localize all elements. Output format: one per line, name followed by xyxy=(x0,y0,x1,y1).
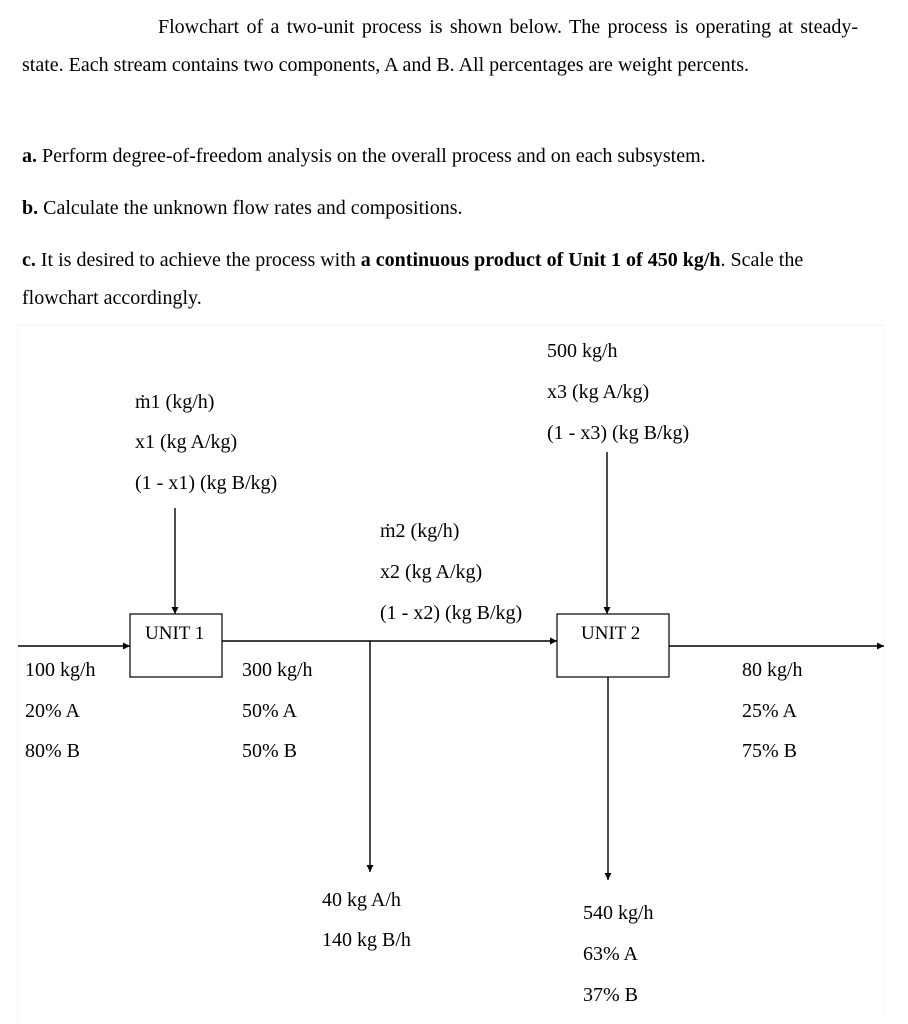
m2-flow: ṁ2 (kg/h) xyxy=(380,520,460,542)
m2-x: x2 (kg A/kg) xyxy=(380,561,483,583)
part-a-label: a. xyxy=(22,145,37,167)
feed-b: 80% B xyxy=(25,740,80,762)
m2-one-minus-x: (1 - x2) (kg B/kg) xyxy=(380,602,523,624)
unit1-label: UNIT 1 xyxy=(145,623,205,644)
part-b-text: Calculate the unknown flow rates and compositions. xyxy=(43,197,463,219)
m1-x: x1 (kg A/kg) xyxy=(135,431,238,453)
part-c-text-bold: a continuous product of Unit 1 of 450 kg/h xyxy=(360,249,721,271)
part-c-text-after: . Scale the flowchart accordingly. xyxy=(22,249,804,309)
top-feed-one-minus-x: (1 - x3) (kg B/kg) xyxy=(547,422,690,444)
top-feed-x: x3 (kg A/kg) xyxy=(547,381,650,403)
unit1-product-a: 50% A xyxy=(242,700,297,722)
top-feed-flow: 500 kg/h xyxy=(547,340,618,362)
part-a-text: Perform degree-of-freedom analysis on the overall process and on each subsystem. xyxy=(42,145,706,167)
feed-a: 20% A xyxy=(25,700,80,722)
unit2-bottom-a: 63% A xyxy=(583,943,638,965)
part-b-label: b. xyxy=(22,197,39,219)
unit1-product-b: 50% B xyxy=(242,740,297,762)
split-b: 140 kg B/h xyxy=(322,929,411,951)
split-a: 40 kg A/h xyxy=(322,889,401,911)
product-out-a: 25% A xyxy=(742,700,797,722)
unit1-product-flow: 300 kg/h xyxy=(242,659,313,681)
problem-intro: Flowchart of a two-unit process is shown below. The process is operating at steady-state. Each stream contains two components, A and B. All percentages are weight percents. xyxy=(22,16,858,76)
part-c-label: c. xyxy=(22,249,36,271)
product-out-b: 75% B xyxy=(742,740,797,762)
unit2-label: UNIT 2 xyxy=(581,623,641,644)
feed-flow: 100 kg/h xyxy=(25,659,96,681)
part-c-text-before: It is desired to achieve the process with xyxy=(40,249,356,271)
unit2-bottom-b: 37% B xyxy=(583,984,638,1006)
m1-one-minus-x: (1 - x1) (kg B/kg) xyxy=(135,472,278,494)
unit2-bottom-flow: 540 kg/h xyxy=(583,902,654,924)
m1-flow: ṁ1 (kg/h) xyxy=(135,391,215,413)
product-out-flow: 80 kg/h xyxy=(742,659,803,681)
